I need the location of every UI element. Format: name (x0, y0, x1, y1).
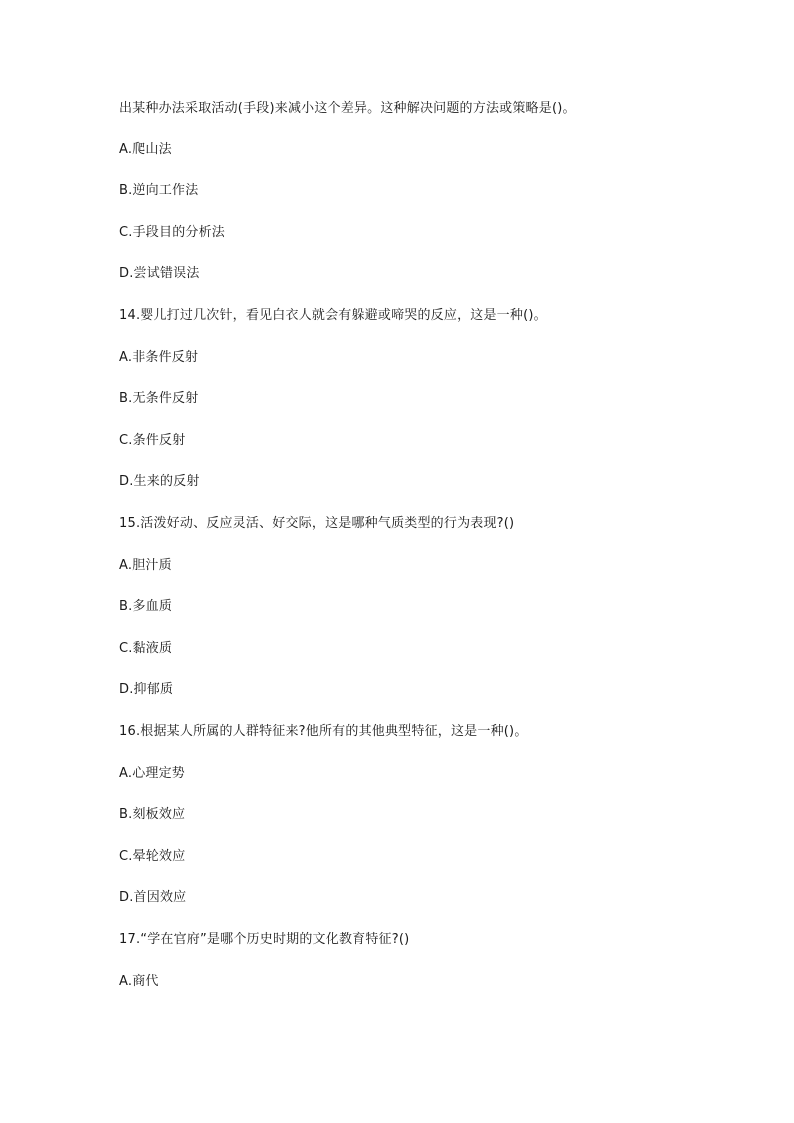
question-16-option-d: D.首因效应 (119, 890, 187, 905)
question-15-option-c: C.黏液质 (119, 641, 173, 656)
question-15-stem: 15.活泼好动、反应灵活、好交际，这是哪种气质类型的行为表现?() (119, 516, 515, 531)
question-13-option-a: A.爬山法 (119, 142, 172, 157)
question-17-option-a: A.商代 (119, 974, 159, 989)
question-16-stem: 16.根据某人所属的人群特征来?他所有的其他典型特征，这是一种()。 (119, 724, 528, 739)
question-13-stem-continuation: 出某种办法采取活动(手段)来减小这个差异。这种解决问题的方法或策略是()。 (119, 101, 576, 116)
question-13-option-b: B.逆向工作法 (119, 183, 199, 198)
question-16-option-a: A.心理定势 (119, 766, 185, 781)
question-14-option-c: C.条件反射 (119, 433, 186, 448)
question-15-option-d: D.抑郁质 (119, 682, 174, 697)
question-15-option-b: B.多血质 (119, 599, 173, 614)
question-14-option-b: B.无条件反射 (119, 391, 199, 406)
question-13-option-c: C.手段目的分析法 (119, 225, 226, 240)
question-14-option-d: D.生来的反射 (119, 474, 200, 489)
question-14-stem: 14.婴儿打过几次针，看见白衣人就会有躲避或啼哭的反应，这是一种()。 (119, 308, 547, 323)
question-16-option-c: C.晕轮效应 (119, 849, 186, 864)
question-13-option-d: D.尝试错误法 (119, 266, 200, 281)
question-14-option-a: A.非条件反射 (119, 350, 199, 365)
question-16-option-b: B.刻板效应 (119, 807, 186, 822)
question-15-option-a: A.胆汁质 (119, 558, 172, 573)
question-17-stem: 17.“学在官府”是哪个历史时期的文化教育特征?() (119, 932, 410, 947)
